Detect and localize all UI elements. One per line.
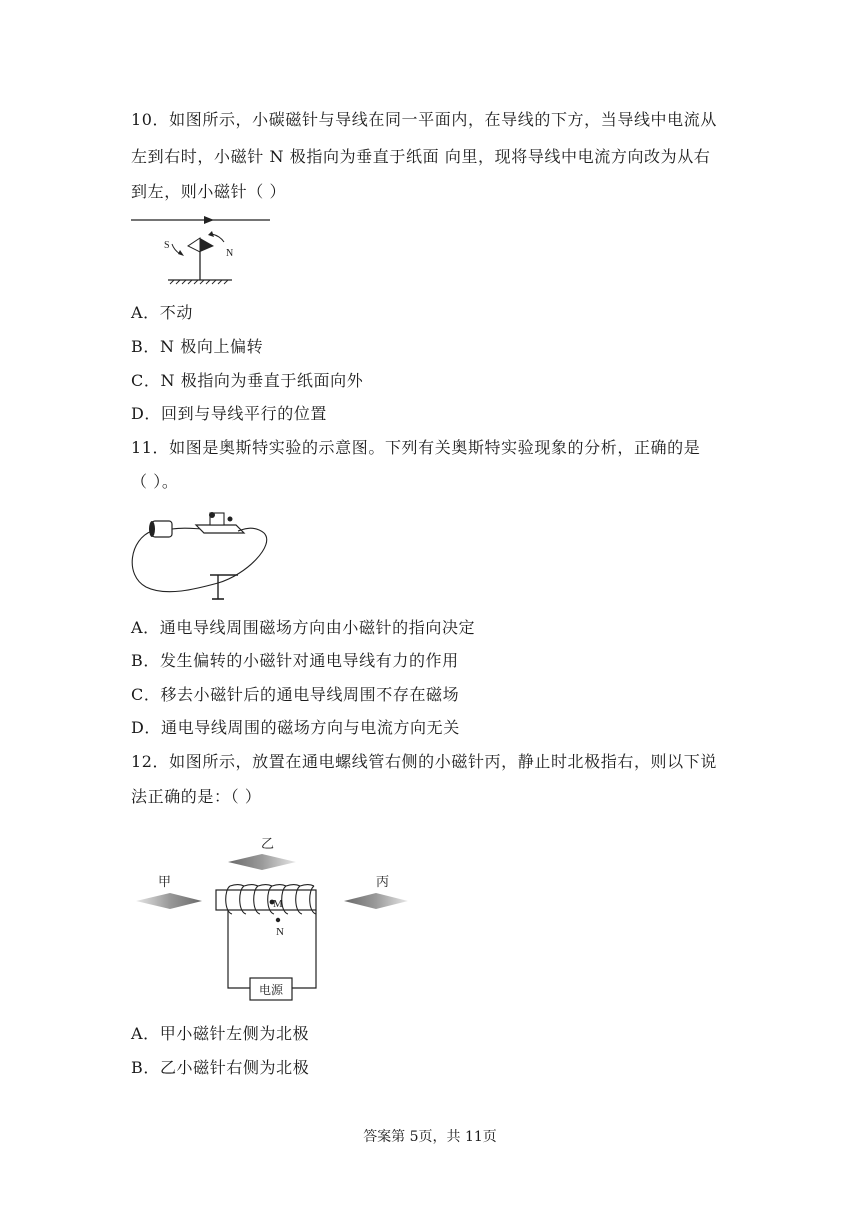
q12-label-n: N [276, 926, 284, 938]
q11-option-a: A．通电导线周围磁场方向由小磁针的指向决定 [131, 618, 476, 637]
q12-option-a: A．甲小磁针左侧为北极 [131, 1024, 310, 1043]
q12-label-jia: 甲 [158, 875, 172, 890]
q10-stem-line-2: 左到右时，小磁针 N 极指向为垂直于纸面 向里，现将导线中电流方向改为从右 [131, 147, 711, 166]
q11-figure-oersted-experiment [126, 505, 276, 605]
q12-label-power: 电源 [258, 983, 284, 997]
q12-stem-line-2: 法正确的是：（ ） [131, 787, 262, 806]
q11-option-d: D．通电导线周围的磁场方向与电流方向无关 [131, 718, 460, 737]
page-footer: 答案第 5页，共 11页 [363, 1129, 497, 1145]
q10-figure-wire-compass [128, 210, 276, 290]
q12-stem-line-1: 12．如图所示，放置在通电螺线管右侧的小磁针丙，静止时北极指右，则以下说 [131, 752, 717, 771]
q11-stem-line-2: （ ）。 [131, 472, 179, 491]
q10-stem-line-3: 到左，则小磁针（ ） [131, 182, 287, 201]
q12-option-b: B．乙小磁针右侧为北极 [131, 1058, 310, 1077]
q11-option-b: B．发生偏转的小磁针对通电导线有力的作用 [131, 651, 459, 670]
q12-figure-solenoid [132, 826, 414, 1006]
q10-option-d: D．回到与导线平行的位置 [131, 404, 328, 423]
q11-option-c: C．移去小磁针后的通电导线周围不存在磁场 [131, 685, 460, 704]
q12-label-yi: 乙 [261, 837, 275, 852]
q10-option-c: C．N 极指向为垂直于纸面向外 [131, 371, 364, 390]
q10-option-a: A．不动 [131, 303, 193, 322]
q10-label-n: N [226, 248, 234, 259]
q10-label-s: S [164, 240, 170, 251]
q10-stem-line-1: 10．如图所示，小碳磁针与导线在同一平面内，在导线的下方，当导线中电流从 [131, 110, 717, 129]
q11-stem-line-1: 11．如图是奥斯特实验的示意图。下列有关奥斯特实验现象的分析，正确的是 [131, 438, 701, 457]
q12-label-bing: 丙 [376, 875, 390, 890]
q12-label-m: M [273, 898, 283, 910]
q10-option-b: B．N 极向上偏转 [131, 337, 264, 356]
